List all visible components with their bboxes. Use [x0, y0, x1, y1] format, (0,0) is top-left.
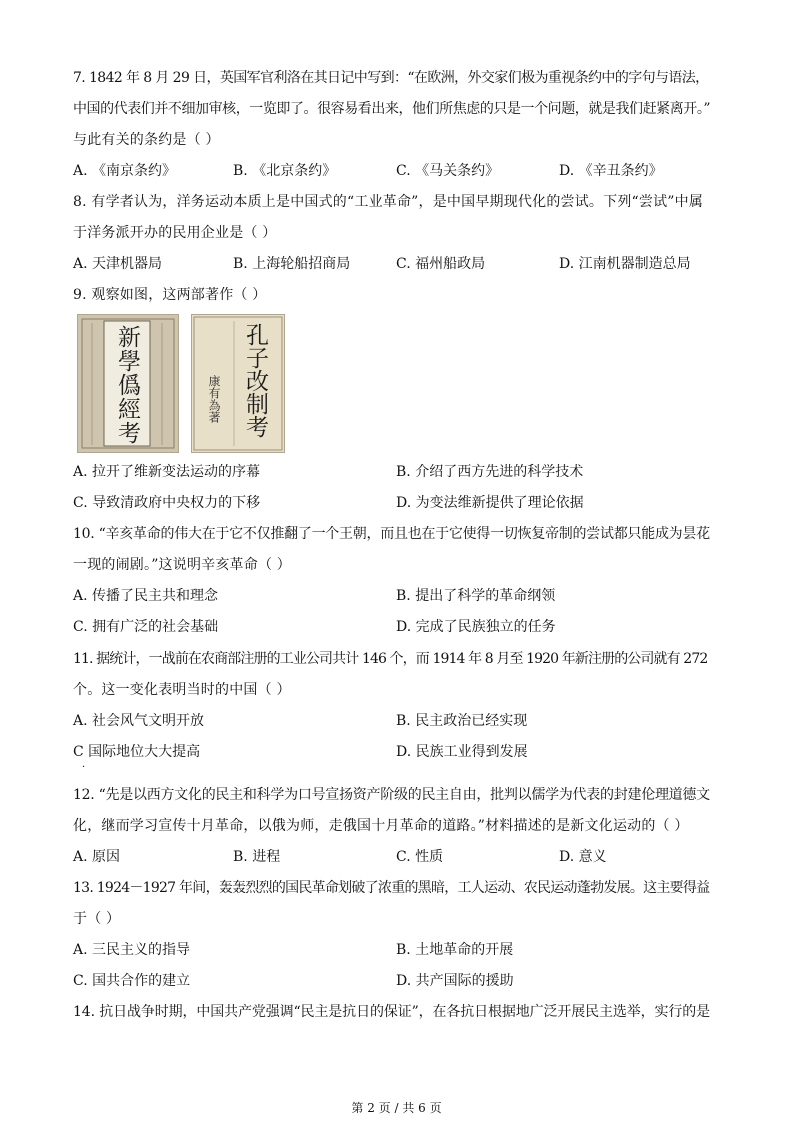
q10-line1: 10. “辛亥革命的伟大在于它不仅推翻了一个王朝，而且也在于它使得一切恢复帝制的尝试都只能成为昙花 [73, 526, 710, 542]
q10-option-d: D. 完成了民族独立的任务 [396, 619, 556, 635]
q8-option-b: B. 上海轮船招商局 [233, 256, 351, 272]
book-cover-1-art [78, 315, 178, 452]
q8-option-a: A. 天津机器局 [73, 256, 163, 272]
q10-line2: 一现的闹剧。”这说明辛亥革命（ ） [73, 557, 292, 573]
stray-dot: · [82, 762, 86, 773]
q11-option-b: B. 民主政治已经实现 [396, 713, 528, 729]
book2-title: 孔子改制考 [242, 323, 268, 438]
book-cover-xinxue-weijing-kao [77, 314, 179, 453]
q11-option-d: D. 民族工业得到发展 [396, 744, 528, 760]
q9-line1: 9. 观察如图，这两部著作（ ） [73, 287, 267, 303]
q8-option-c: C. 福州船政局 [396, 256, 486, 272]
q12-option-c: C. 性质 [396, 849, 444, 865]
q9-option-a: A. 拉开了维新变法运动的序幕 [73, 464, 261, 480]
q13-option-c: C. 国共合作的建立 [73, 973, 191, 989]
q11-option-c: C 国际地位大大提高 [73, 744, 201, 760]
q13-option-a: A. 三民主义的指导 [73, 942, 191, 958]
q7-line1: 7. 1842 年 8 月 29 日，英国军官利洛在其日记中写到：“在欧洲，外交家们极为重视条约中的字句与语法， [73, 70, 709, 86]
q8-line2: 于洋务派开办的民用企业是（ ） [73, 225, 277, 241]
q9-option-c: C. 导致清政府中央权力的下移 [73, 495, 261, 511]
q12-option-a: A. 原因 [73, 849, 121, 865]
q14-line1: 14. 抗日战争时期，中国共产党强调“民主是抗日的保证”，在各抗日根据地广泛开展民主选举，实行的是 [73, 1004, 711, 1020]
q10-option-a: A. 传播了民主共和理念 [73, 588, 219, 604]
q7-option-c: C. 《马关条约》 [396, 163, 500, 179]
book1-title: 新學僞經考 [114, 325, 140, 445]
q13-line1: 13. 1924－1927 年间，轰轰烈烈的国民革命划破了浓重的黑暗，工人运动、农民运动蓬勃发展。这主要得益 [73, 880, 710, 896]
q10-option-c: C. 拥有广泛的社会基础 [73, 619, 219, 635]
q12-line2: 化，继而学习宣传十月革命，以俄为师，走俄国十月革命的道路。”材料描述的是新文化运动的（ ） [73, 818, 689, 834]
book-cover-2-art [192, 315, 284, 452]
book2-author: 康有為著 [207, 375, 221, 423]
q13-option-d: D. 共产国际的援助 [396, 973, 514, 989]
q7-option-d: D. 《辛丑条约》 [559, 163, 663, 179]
q7-option-a: A. 《南京条约》 [73, 163, 177, 179]
q10-option-b: B. 提出了科学的革命纲领 [396, 588, 556, 604]
page-number-footer: 第 2 页 / 共 6 页 [351, 1101, 442, 1115]
book-cover-kongzi-gaizhi-kao [191, 314, 285, 453]
q11-line1: 11. 据统计，一战前在农商部注册的工业公司共计 146 个，而 1914 年 8 月至 1920 年新注册的公司就有 272 [73, 651, 708, 667]
q7-option-b: B. 《北京条约》 [233, 163, 337, 179]
q12-line1: 12. “先是以西方文化的民主和科学为口号宣扬资产阶级的民主自由，批判以儒学为代表的封建伦理道德文 [73, 787, 710, 803]
q11-option-a: A. 社会风气文明开放 [73, 713, 205, 729]
q7-line2: 中国的代表们并不细加审核，一览即了。很容易看出来，他们所焦虑的只是一个问题，就是我们赶紧离开。” [73, 101, 711, 117]
q11-line2: 个。这一变化表明当时的中国（ ） [73, 682, 291, 698]
q7-line3: 与此有关的条约是（ ） [73, 132, 220, 148]
q12-option-b: B. 进程 [233, 849, 281, 865]
q8-option-d: D. 江南机器制造总局 [559, 256, 691, 272]
q9-option-b: B. 介绍了西方先进的科学技术 [396, 464, 584, 480]
q12-option-d: D. 意义 [559, 849, 607, 865]
q13-option-b: B. 土地革命的开展 [396, 942, 514, 958]
q13-line2: 于（ ） [73, 911, 121, 927]
q8-line1: 8. 有学者认为，洋务运动本质上是中国式的“工业革命”，是中国早期现代化的尝试。下列“尝试”中属 [73, 194, 704, 210]
q9-option-d: D. 为变法维新提供了理论依据 [396, 495, 584, 511]
